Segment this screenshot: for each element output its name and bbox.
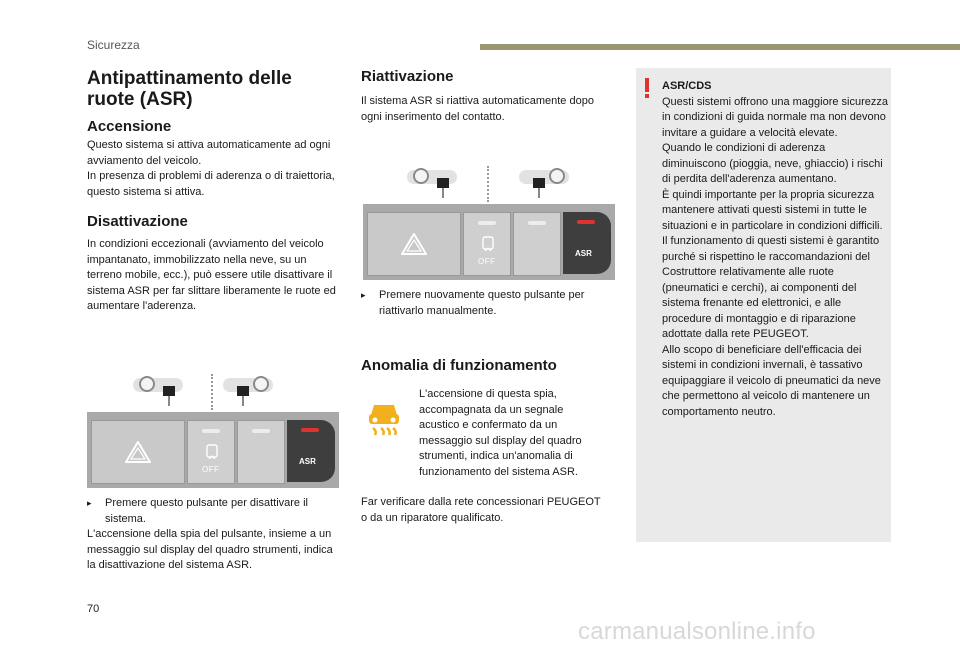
- bullet-item: [87, 496, 337, 527]
- header-rule: [480, 44, 960, 50]
- riattivazione-heading: Riattivazione: [361, 68, 454, 85]
- disattivazione-heading: Disattivazione: [87, 213, 188, 230]
- anomalia-text: L'accensione di questa spia, accompagnata da un segnale acustico e confermato da un messaggio sul display del quadro strumenti, indica un'anomalia di funzionamento del sistema ASR.: [419, 388, 582, 478]
- exclamation-icon: [644, 78, 650, 98]
- bullet-arrow-icon: ▸: [87, 498, 92, 508]
- hazard-button[interactable]: [91, 420, 185, 484]
- steering-wheel-indicator: [133, 374, 185, 410]
- asr-button[interactable]: [287, 420, 335, 482]
- bullet-text: Premere nuovamente questo pulsante per riattivarlo manualmente.: [379, 289, 585, 317]
- blank-button[interactable]: [513, 212, 561, 276]
- hazard-triangle-icon: [401, 233, 427, 255]
- asr-led: [301, 428, 319, 432]
- hazard-button[interactable]: [367, 212, 461, 276]
- disattivazione-text: In condizioni eccezionali (avviamento del veicolo impantanato, immobilizzato nella neve, su un terreno mobile, ecc.), può essere utile disattivare il sistema ASR per far slittare liberamente le ruote ed aumentare l'aderenza.: [87, 238, 336, 312]
- bullet-arrow-icon: ▸: [361, 290, 366, 300]
- column-left: [87, 68, 337, 315]
- steering-wheel-indicator: [519, 166, 571, 202]
- steering-wheel-indicator: [407, 166, 459, 202]
- switch-panel: [363, 204, 615, 280]
- column-middle: [361, 68, 611, 125]
- asr-led: [577, 220, 595, 224]
- traction-warning-icon: [367, 401, 401, 439]
- bullet-item: [361, 288, 611, 319]
- dashboard-illustration-1: [87, 366, 339, 490]
- note-heading: ASR/CDS: [662, 80, 712, 92]
- column-middle-bottom: [361, 288, 611, 526]
- page-number: 70: [87, 603, 100, 615]
- hazard-triangle-icon: [125, 441, 151, 463]
- car-skid-icon: [205, 443, 219, 461]
- dashboard-illustration-2: [361, 160, 615, 284]
- column-left-bottom: [87, 496, 337, 574]
- riattivazione-text: Il sistema ASR si riattiva automaticamente dopo ogni inserimento del contatto.: [361, 95, 594, 123]
- steering-wheel-indicator: [223, 374, 275, 410]
- anomaly-block: [361, 387, 611, 483]
- watermark: carmanualsonline.info: [578, 618, 816, 645]
- off-label: OFF: [202, 465, 220, 474]
- warning-note-box: [636, 68, 891, 542]
- dealer-text: Far verificare dalla rete concessionari PEUGEOT o da un riparatore qualificato.: [361, 496, 601, 524]
- accensione-heading: Accensione: [87, 118, 172, 135]
- section-label: Sicurezza: [87, 38, 140, 52]
- anomalia-heading: Anomalia di funzionamento: [361, 357, 557, 374]
- car-skid-icon: [481, 235, 495, 253]
- separator: [487, 166, 490, 202]
- bullet-text: Premere questo pulsante per disattivare il sistema.: [105, 497, 308, 525]
- asr-label: ASR: [299, 457, 316, 466]
- asr-label: ASR: [575, 249, 592, 258]
- asr-button[interactable]: [563, 212, 611, 274]
- switch-panel: [87, 412, 339, 488]
- esp-off-button[interactable]: [463, 212, 511, 276]
- off-label: OFF: [478, 257, 496, 266]
- page-title: Antipattinamento delle ruote (ASR): [87, 68, 292, 110]
- separator: [211, 374, 214, 410]
- blank-button[interactable]: [237, 420, 285, 484]
- accensione-text: Questo sistema si attiva automaticamente ad ogni avviamento del veicolo. In presenza di problemi di aderenza o di traiettoria, questo sistema si attiva.: [87, 139, 335, 198]
- esp-off-button[interactable]: [187, 420, 235, 484]
- note-text: Questi sistemi offrono una maggiore sicurezza in condizioni di guida normale ma non devono invitare a guidare a velocità elevate. Quando le condizioni di aderenza diminuiscono (pioggia, neve, ghiaccio) i rischi di perdita dell'aderenza aumentano. È quindi importante per la propria sicurezza mantenere attivati questi sistemi in tutte le situazioni e in particolare in condizioni difficili. Il funzionamento di questi sistemi è garantito purché si rispettino le raccomandazioni del Costruttore relativamente alle ruote (pneumatici e cerchi), ai componenti del sistema frenante ed elettronici, e alle procedure di montaggio e di riparazione adottate dalla rete PEUGEOT. Allo scopo di beneficiare dell'efficacia dei sistemi in condizioni invernali, è tassativo equipaggiare il veicolo di pneumatici da neve che permettono al veicolo di mantenere un comportamento neutro.: [662, 95, 889, 418]
- deactivation-explanation: L'accensione della spia del pulsante, insieme a un messaggio sul display del quadro strumenti, indica la disattivazione del sistema ASR.: [87, 528, 333, 571]
